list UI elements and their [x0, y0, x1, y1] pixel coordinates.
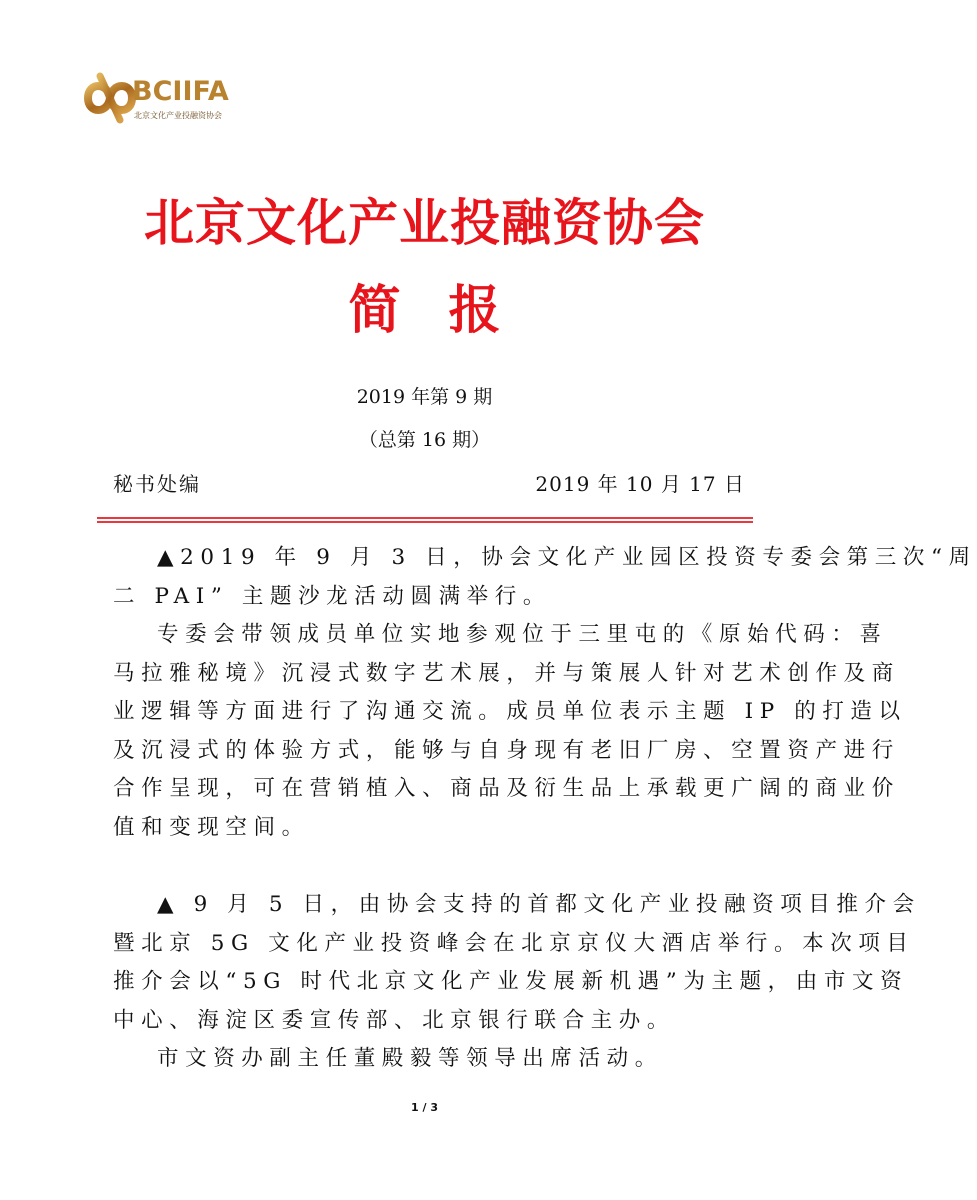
- logo-wordmark: BCIIFA: [132, 76, 229, 107]
- red-divider-top: [97, 517, 753, 519]
- paragraph-line: 市文资办副主任董殿毅等领导出席活动。: [157, 1046, 663, 1071]
- paragraph-line: 业逻辑等方面进行了沟通交流。成员单位表示主题 IP 的打造以: [113, 699, 907, 724]
- paragraph-line: ▲ 9 月 5 日，由协会支持的首都文化产业投融资项目推介会: [157, 892, 921, 917]
- paragraph-line: 暨北京 5G 文化产业投资峰会在北京京仪大酒店举行。本次项目: [113, 930, 915, 956]
- publish-date: 2019 年 10 月 17 日: [535, 472, 745, 496]
- paragraph-line: 中心、海淀区委宣传部、北京银行联合主办。: [113, 1007, 676, 1033]
- page-number: 1 / 3: [411, 1101, 438, 1114]
- total-issue-number: （总第 16 期）: [358, 429, 491, 451]
- paragraph-line: 二 PAI” 主题沙龙活动圆满举行。: [113, 583, 551, 609]
- paragraph-line: 合作呈现，可在营销植入、商品及衍生品上承载更广阔的商业价: [113, 776, 900, 801]
- logo-subtitle: 北京文化产业投融资协会: [134, 111, 222, 120]
- bulletin-title: 简报: [348, 280, 549, 341]
- paragraph-line: 及沉浸式的体验方式，能够与自身现有老旧厂房、空置资产进行: [113, 737, 900, 763]
- paragraph-line: 专委会带领成员单位实地参观位于三里屯的《原始代码：喜: [157, 622, 888, 647]
- article-body-second: [113, 886, 921, 1079]
- paragraph-line: ▲2019 年 9 月 3 日，协会文化产业园区投资专委会第三次“周: [157, 545, 977, 570]
- bciifa-logo: [80, 68, 260, 128]
- paragraph-line: 值和变现空间。: [113, 814, 310, 840]
- paragraph-line: 推介会以“5G 时代北京文化产业发展新机遇”为主题，由市文资: [113, 969, 909, 994]
- issue-number: 2019 年第 9 期: [356, 386, 493, 408]
- red-divider-bottom: [97, 521, 753, 523]
- article-body: [113, 539, 977, 847]
- infinity-ribbon-icon: [80, 68, 136, 128]
- organization-title: 北京文化产业投融资协会: [144, 193, 705, 252]
- paragraph-line: 马拉雅秘境》沉浸式数字艺术展，并与策展人针对艺术创作及商: [113, 660, 900, 686]
- editor-label: 秘书处编: [113, 472, 201, 496]
